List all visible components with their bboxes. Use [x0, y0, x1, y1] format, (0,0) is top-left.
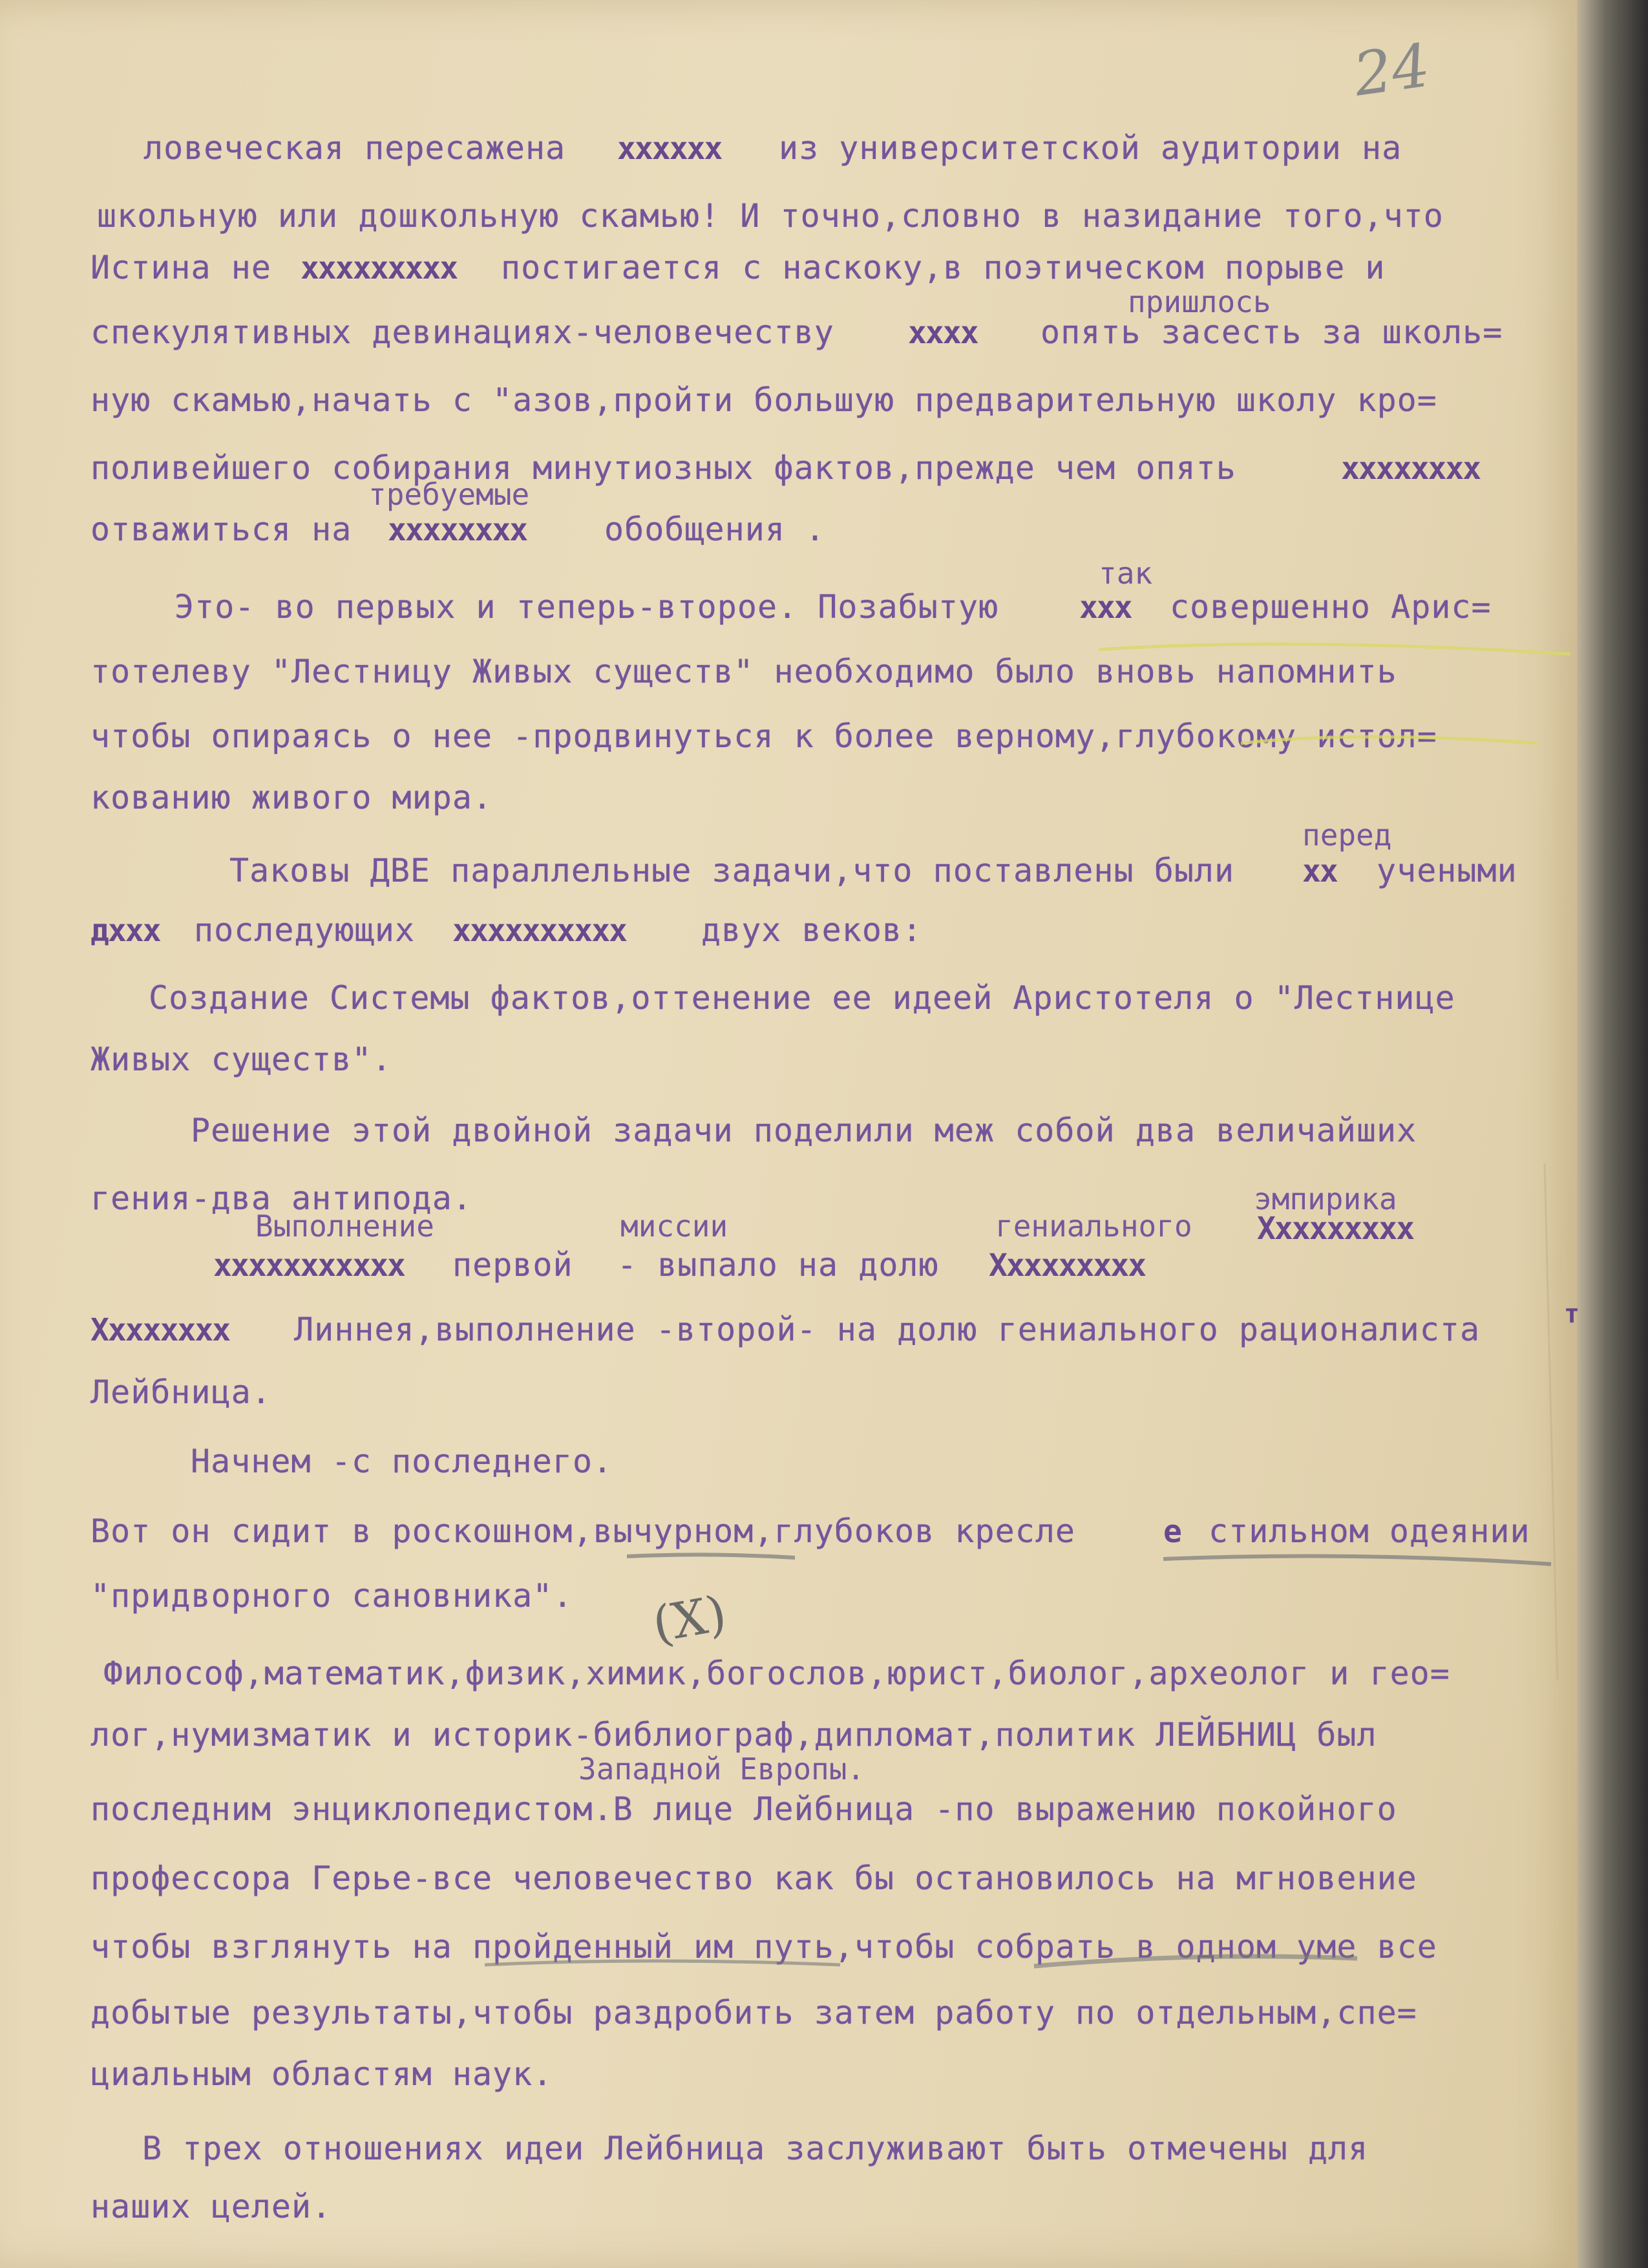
text-line: гения-два антипода.: [90, 1180, 472, 1217]
text-line: опять засесть за школь=: [1041, 313, 1503, 351]
text-line: Это- во первых и теперь-второе. Позабытую: [174, 588, 999, 626]
strikeout: хххххххх: [388, 512, 527, 548]
page-number: 24: [1349, 30, 1434, 110]
text-line: из университетской аудитории на: [779, 129, 1402, 167]
strikeout: Ххххххххх: [989, 1247, 1146, 1284]
text-line: Философ,математик,физик,химик,богослов,юрист,биолог,археолог и гео=: [103, 1655, 1450, 1692]
insertion: миссии: [620, 1209, 728, 1244]
text-line: Линнея,выполнение -второй- на долю гениального рационалиста: [294, 1311, 1481, 1348]
text-line: отважиться на: [90, 511, 352, 548]
text-line: Лейбница.: [90, 1373, 271, 1411]
strikeout: хххххх: [617, 131, 722, 167]
text-line: первой: [452, 1246, 573, 1284]
text-line: "придворного сановника".: [90, 1577, 573, 1615]
text-line: обобщения .: [604, 511, 826, 548]
text-line: поливейшего собирания минутиозных фактов,прежде чем опять: [90, 449, 1236, 487]
pencil-underline: [1034, 1956, 1357, 1966]
strikeout: дххх: [90, 913, 160, 949]
highlight-stroke: [1241, 737, 1538, 743]
text-line: постигается с наскоку,в поэтическом порыве и: [501, 249, 1386, 286]
insertion: эмпирика: [1254, 1182, 1397, 1216]
strikeout: ххххххххх: [301, 250, 458, 286]
strikeout: е: [1163, 1514, 1181, 1550]
text-line: - выпало на долю: [617, 1246, 939, 1284]
text-line: циальным областям наук.: [90, 2055, 553, 2093]
pencil-underline: [627, 1554, 795, 1558]
insertion: требуемые: [368, 477, 530, 512]
text-line: лог,нумизматик и историк-библиограф,дипломат,политик ЛЕЙБНИЦ был: [90, 1716, 1377, 1754]
paper-crease: [1545, 1163, 1558, 1680]
text-line: Решение этой двойной задачи поделили меж собой два величайших: [191, 1112, 1417, 1149]
text-line: Истина не: [90, 249, 271, 286]
text-line: Создание Системы фактов,оттенение ее идеей Аристотеля о "Лестнице: [149, 979, 1455, 1017]
strikeout: хххх: [908, 315, 978, 351]
text-line: чтобы взглянуть на пройденный им путь,чтобы собрать в одном уме все: [90, 1928, 1437, 1966]
text-line: наших целей.: [90, 2188, 332, 2225]
text-line: тотелеву "Лестницу Живых существ" необходимо было вновь напомнить: [90, 653, 1397, 690]
text-line: двух веков:: [701, 911, 923, 949]
text-line: ловеческая пересажена: [143, 129, 566, 167]
text-line: Таковы ДВЕ параллельные задачи,что поставлены были: [229, 852, 1235, 889]
text-line: учеными: [1377, 852, 1517, 889]
strikeout: Ххххххххх: [1257, 1211, 1414, 1247]
text-line: профессора Герье-все человечество как бы остановилось на мгновение: [90, 1860, 1417, 1897]
text-line: последующих: [194, 911, 416, 949]
text-line: ную скамью,начать с "азов,пройти большую предварительную школу кро=: [90, 381, 1437, 419]
strikeout: хх: [1302, 853, 1337, 889]
strikeout: ххх: [1079, 589, 1132, 626]
insertion: Западной Европы.: [578, 1752, 865, 1786]
text-line: кованию живого мира.: [90, 779, 493, 816]
insertion: перед: [1302, 818, 1392, 853]
pencil-underline: [485, 1961, 840, 1965]
text-line: Начнем -с последнего.: [191, 1443, 613, 1480]
strikeout: хххххххх: [1341, 450, 1481, 487]
text-line: спекулятивных девинациях-человечеству: [90, 313, 834, 351]
text-line: школьную или дошкольную скамью! И точно,словно в назидание того,что: [97, 197, 1444, 235]
text-line: совершенно Арис=: [1170, 588, 1492, 626]
insertion: пришлось: [1128, 284, 1271, 319]
text-line: Живых существ".: [90, 1041, 392, 1078]
strikeout: хххххххххх: [452, 913, 626, 949]
strikeout: ххххххххххх: [213, 1247, 405, 1284]
text-line: добытые результаты,чтобы раздробить затем работу по отдельным,спе=: [90, 1994, 1417, 2031]
strikeout: т: [1564, 1299, 1579, 1329]
text-line: В трех отношениях идеи Лейбница заслуживают быть отмечены для: [142, 2130, 1369, 2167]
text-line: Вот он сидит в роскошном,вычурном,глубоков кресле: [90, 1512, 1076, 1550]
insertion: Выполнение: [255, 1209, 434, 1244]
text-line: чтобы опираясь о нее -продвинуться к более верному,глубокому истол=: [90, 717, 1437, 755]
insertion: гениального: [995, 1209, 1192, 1244]
strikeout: Хххххххх: [90, 1312, 230, 1348]
text-line: последним энциклопедистом.В лице Лейбница -по выражению покойного: [90, 1790, 1397, 1828]
text-line: стильном одеянии: [1209, 1512, 1530, 1550]
highlight-stroke: [1099, 644, 1570, 654]
margin-mark: (X): [648, 1584, 731, 1654]
insertion: так: [1099, 556, 1153, 591]
pencil-underline: [1163, 1556, 1551, 1565]
